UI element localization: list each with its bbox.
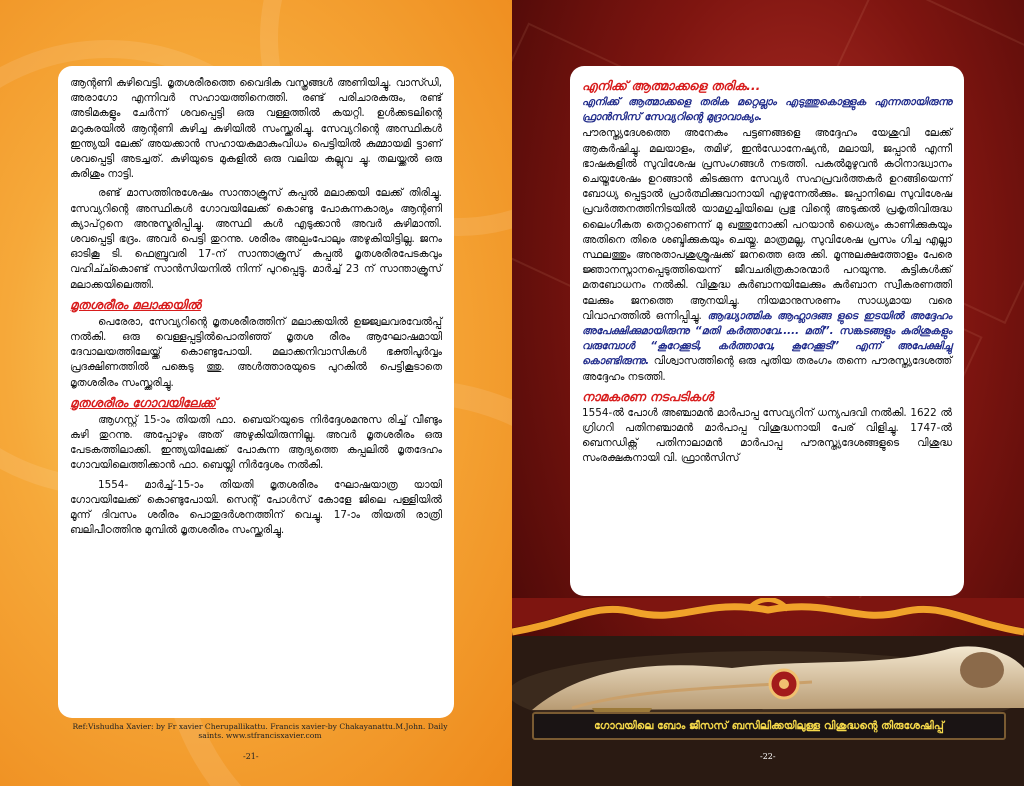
right-text-panel bbox=[570, 66, 964, 596]
left-text-panel bbox=[58, 66, 454, 718]
image-caption: ഗോവയിലെ ബോം ജീസസ് ബസിലിക്കയിലുള്ള വിശുദ്ധന്റെ തിരുശേഷിപ്പ് bbox=[532, 712, 1006, 740]
highlight-text: ആദ്ധ്യാത്മിക ആഹ്ലാദങ്ങ ളുടെ ഇടയിൽ അദ്ദേഹം അപേക്ഷിക്കുമായിരുന്നു “മതി കർത്താവേ..... മതി”. സങ്കടങ്ങളും കുരിശുകളും വരുമ്പോൾ “കൂറേക്കൂടി, കർത്താവേ, കൂറേക്കൂടി” എന്ന് അപേക്ഷിച്ചു കൊണ്ടിരുന്നു. bbox=[582, 309, 952, 368]
body-paragraph: 1554-ൽ പോൾ അഞ്ചാമൻ മാർപാപ്പ സേവ്യറിന് ധന്യപദവി നൽകി. 1622 ൽ ഗ്രിഗറി പതിനഞ്ചാമൻ മാർപാപ്പ വിശുദ്ധനായി പേര് വിളിച്ചു. 1747-ൽ ബെനഡിക്റ്റ് പതിനാലാമൻ മാർപാപ്പ പൗരസ്ത്യദേശങ്ങളുടെ വിശുദ്ധ സംരക്ഷകനായി വി. ഫ്രാൻസിസ് bbox=[582, 406, 952, 465]
body-text: പൗരസ്ത്യദേശത്തെ അനേകം പട്ടണങ്ങളെ അദ്ദേഹം യേശുവി ലേക്ക് ആകർഷിച്ചു. മലയാളം, തമിഴ്, ഇൻഡോനേഷ്യൻ, മലായി, ജപ്പാൻ എന്നീ ഭാഷകളിൽ സുവിശേഷ പ്രസംഗങ്ങൾ നടത്തി. പകൽമുഴുവൻ കഠിനാദ്ധ്വാനം ചെയ്തശേഷം ഉറങ്ങാൻ കിടക്കുന്ന സേവ്യർ സഹപ്രവർത്തകർ ഉറങ്ങിയെന്ന് ബോധ്യ പ്പെട്ടാൽ പ്രാർത്ഥിക്കുവാനായി എഴുന്നേൽക്കും. ജപ്പാനിലെ സുവിശേഷ പ്രവർത്തനത്തിനിടയിൽ യാമഗുച്ചിയിലെ പ്രഭു വിന്റെ അടുക്കൽ പ്രകൃതിവിരുദ്ധ ലൈംഗീകത തെറ്റാണെന്ന് മു ഖത്തുനോക്കി പറയാൻ ധൈര്യം കാണിക്കുകയും അതിനെ തിരെ ശബ്ദിക്കുകയും ചെയ്തു. മാത്രമല്ല, സുവിശേഷ പ്രസം ഗിച്ച എല്ലാ സ്ഥലത്തും അനുതാപശുശ്രൂഷക്ക് ജനത്തെ ഒരു ക്കി. മൂന്നുലക്ഷത്തോളം പേരെ ജ്ഞാനസ്നാനപ്പെടുത്തിയെന്ന് ജീവചരിത്രകാരന്മാർ പറയുന്നു. കുട്ടികൾക്ക് മതബോധനം നൽകി. വിശുദ്ധ കുർബാനയിലേക്കും കുർബാന സ്വീകരണത്തി ലേക്കും ജനത്തെ ആനയിച്ചു. നിയമാനുസരണം സാധ്യമായ വരെ വിവാഹത്തിൽ ഒന്നിപ്പിച്ചു. bbox=[582, 127, 952, 322]
reference-note: Ref:Vishudha Xavier: by Fr xavier Cherupallikattu. Francis xavier-by Chakayanattu.M.John. Daily saints. www.stfrancisxavier.com bbox=[72, 722, 448, 740]
motto-text: എനിക്ക് ആത്മാക്കളെ തരിക മറ്റെല്ലാം എടുത്തുകൊള്ളുക എന്നതായിരുന്നു ഫ്രാൻസിസ് സേവ്യറിന്റെ മുദ്രാവാക്യം. bbox=[582, 96, 952, 124]
section-heading: മൃതശരീരം ഗോവയിലേക്ക് bbox=[70, 394, 216, 410]
body-paragraph: ആന്റണി കുഴിവെട്ടി. മൃതശരീരത്തെ വൈദിക വസ്ത്രങ്ങൾ അണിയിച്ചു. വാസ്ഡി, അരാഗോ എന്നിവർ സഹായത്തിനെത്തി. രണ്ട് പരിചാരകരും, രണ്ട് അടിമകളും ചേർന്ന് ശവപ്പെട്ടി ഒരു വള്ളത്തിൽ കയറ്റി. ഉൾക്കടലിന്റെ മറുകരയിൽ ആന്റണി കുഴിച്ച കുഴിയിൽ സംസ്ക്കരിച്ചു. സേവ്യറിന്റെ അസ്ഥികൾ ഇന്ത്യയി ലേക്ക് അയക്കാൻ സഹായകമാകുംവിധം പെട്ടിയിൽ കുമ്മായമി ട്ടാണ് ശവപ്പെട്ടി അടച്ചത്. കുഴിയുടെ മുകളിൽ ഒരു വലിയ കല്ലുവ ച്ചു. തലയ്ക്കൽ ഒരു കുരിശും നാട്ടി. bbox=[70, 77, 442, 181]
body-paragraph: 1554- മാർച്ച്-15-ാം തിയതി മൃതശരീരം ഘോഷയാത്ര യായി ഗോവയിലേക്ക് കൊണ്ടുപോയി. സെന്റ് പോൾസ് കോളേ ജിലെ പള്ളിയിൽ മൂന്ന് ദിവസം ശരീരം പൊതുദർശനത്തിന് വെച്ചു. 17-ാം തിയതി രാത്രി ബലിപീഠത്തിനു മുമ്പിൽ മൃതശരീരം സംസ്ക്കരിച്ചു. bbox=[70, 478, 442, 537]
page-number: -22- bbox=[760, 752, 776, 761]
section-heading: എനിക്ക് ആത്മാക്കളെ തരിക... bbox=[582, 78, 761, 93]
page-number: -21- bbox=[243, 752, 259, 761]
body-paragraph: പെരേരാ, സേവ്യറിന്റെ മൃതശരീരത്തിന് മലാക്കയിൽ ഉജ്ജ്വലവരവേൽപ്പ് നൽകി. ഒരു വെള്ളപ്പട്ടിൽപൊതിഞ്ഞ് മൃതശ രീരം ആഘോഷമായി ദേവാലയത്തിലേയ്ക്ക് കൊണ്ടുപോയി. മലാക്കനിവാസികൾ ഭക്തിപൂർവ്വം പ്രദക്ഷിണത്തിൽ പങ്കെടു ത്തു. അൾത്താരയുടെ പുറകിൽ പെട്ടികൂടാതെ മൃതശരീരം സംസ്ക്കരിച്ചു. bbox=[70, 315, 442, 389]
section-heading: നാമകരണ നടപടികൾ bbox=[582, 388, 714, 404]
body-text: വിശ്വാസത്തിന്റെ ഒരു പുതിയ തരംഗം തന്നെ പൗരസ്ത്യദേശത്ത് അദ്ദേഹം നടത്തി. bbox=[582, 355, 952, 383]
body-paragraph bbox=[582, 126, 952, 384]
section-heading: മൃതശരീരം മലാക്കയിൽ bbox=[70, 296, 201, 312]
body-paragraph: ആഗസ്റ്റ് 15-ാം തിയതി ഫാ. ബെയ്റയുടെ നിർദ്ദേശമനുസ രിച്ച് വീണ്ടും കുഴി തുറന്നു. അപ്പോഴും അത് അഴുകിയിരുന്നില്ല. അവർ മൃതശരീരം ഒരു പേടകത്തിലാക്കി. ഇന്ത്യയിലേക്ക് പോകുന്ന ആദ്യത്തെ കപ്പലിൽ മൃതദേഹം ഗോവയിലെത്തിക്കാൻ ഫാ. ബെയ്ലി നിർദ്ദേശം നൽകി. bbox=[70, 413, 442, 472]
body-paragraph: രണ്ട് മാസത്തിനുശേഷം സാന്താക്രൂസ് കപ്പൽ മലാക്കയി ലേക്ക് തിരിച്ചു. സേവ്യറിന്റെ അസ്ഥികൾ ഗോവയിലേക്ക് കൊണ്ടു പോകുന്നകാര്യം ആന്റണി ക്യാപ്റ്റനെ അനുസ്മരിപ്പിച്ചു. അസ്ഥി കൾ എടുക്കാൻ അവർ കുഴിമാന്തി. ശവപ്പെട്ടി ഭദ്രം. അവർ പെട്ടി തുറന്നു. ശരീരം അല്പംപോലും അഴുകിയിട്ടില്ല. ജനം ഓടികൂ ടി. ഫെബ്രുവരി 17-ന് സാന്താക്രൂസ് കപ്പൽ മൃതശരീരപേടകവും വഹിച്ച്കൊണ്ട് സാൻസിയനിൽ നിന്ന് പുറപ്പെട്ടു. മാർച്ച് 23 ന് സാന്താക്രൂസ് മലാക്കയിലെത്തി. bbox=[70, 187, 442, 291]
